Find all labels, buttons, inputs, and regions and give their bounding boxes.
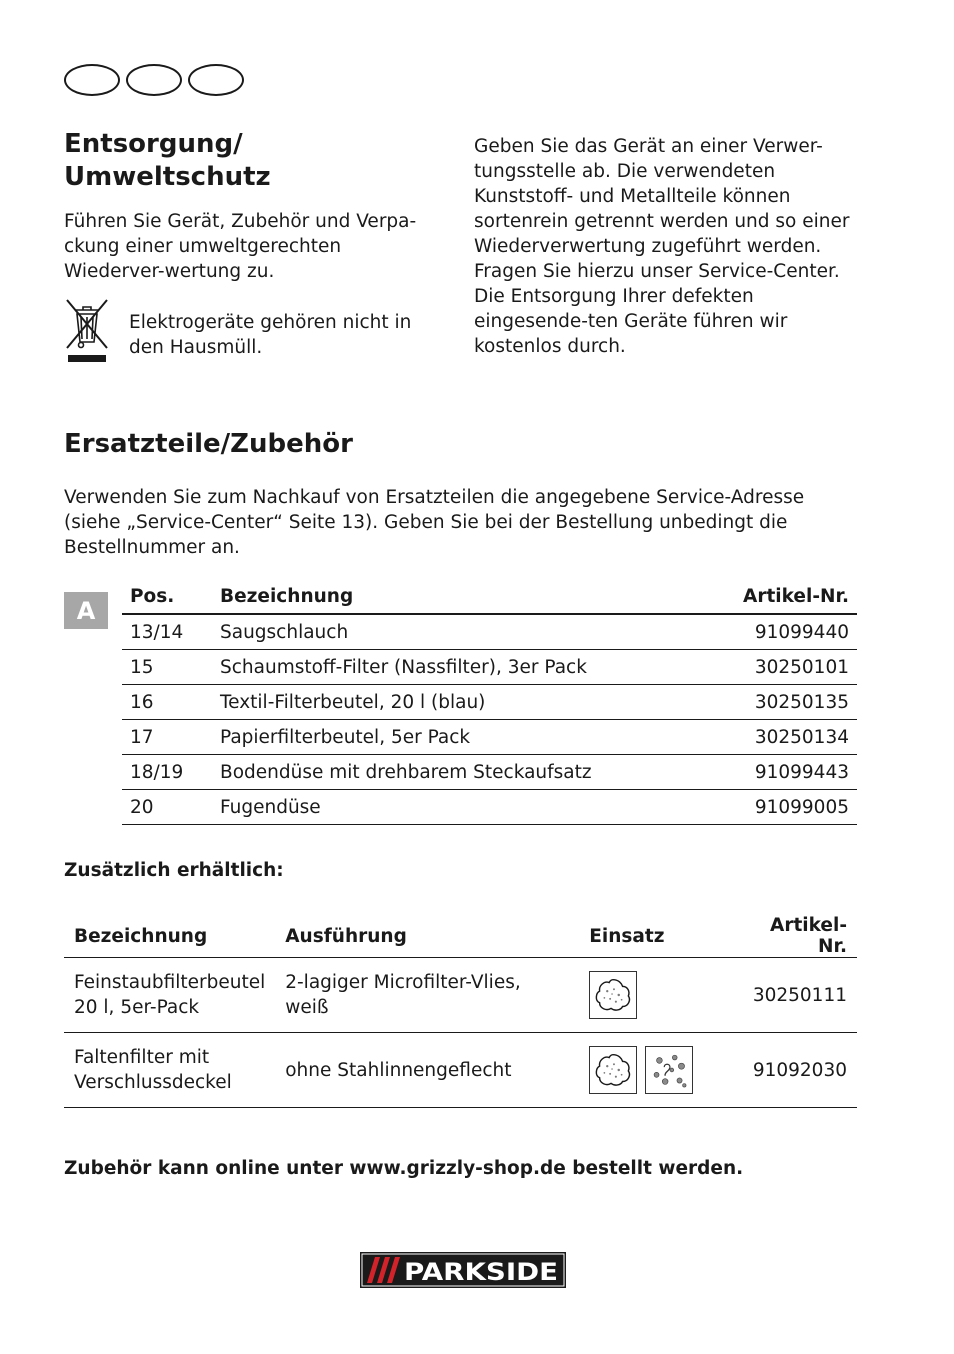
online-shop-note: Zubehör kann online unter www.grizzly-shop.de bestellt werden.: [64, 1158, 744, 1179]
parts-table: [122, 580, 857, 825]
section-title-entsorgung: [64, 128, 444, 194]
cell-bezeichnung: Saugschlauch: [212, 614, 703, 650]
cell-pos: 16: [122, 685, 212, 720]
cell-ausfuehrung: ohne Stahlinnengeflecht: [275, 1033, 579, 1108]
language-oval-2: [126, 64, 182, 96]
language-oval-3: [188, 64, 244, 96]
table-row: [122, 720, 857, 755]
cell-bezeichnung: Textil-Filterbeutel, 20 l (blau): [212, 685, 703, 720]
cell-einsatz: [579, 1033, 739, 1108]
cell-artikel: 30250101: [703, 650, 857, 685]
notice-text: Elektrogeräte gehören nicht in den Hausmüll.: [129, 312, 412, 358]
cell-artikel: 91099443: [703, 755, 857, 790]
cell-bezeichnung: Schaumstoff-Filter (Nassfilter), 3er Pack: [212, 650, 703, 685]
table-row: [64, 1033, 857, 1108]
cell-pos: 18/19: [122, 755, 212, 790]
entsorgung-right-text-2: Die Entsorgung Ihrer defekten eingesende-ten Geräte führen wir kostenlos durch.: [474, 286, 788, 357]
cell-artikel: 30250111: [739, 958, 857, 1033]
header-einsatz: Einsatz: [579, 915, 739, 958]
table-row: [122, 685, 857, 720]
cell-bezeichnung: Papierfilterbeutel, 5er Pack: [212, 720, 703, 755]
cell-artikel: 91092030: [739, 1033, 857, 1108]
entsorgung-right-column: [474, 134, 864, 359]
debris-icon: [645, 1046, 693, 1094]
cell-bezeichnung: [64, 1033, 275, 1108]
crossed-out-wheelie-bin-icon: [64, 298, 110, 364]
item-name: Faltenfilter mit Verschlussdeckel: [74, 1047, 232, 1093]
language-ovals: [64, 64, 244, 96]
cell-bezeichnung: [64, 958, 275, 1033]
dust-cloud-icon: [589, 971, 637, 1019]
language-oval-1: [64, 64, 120, 96]
cell-ausfuehrung: 2-lagiger Microfilter-Vlies, weiß: [275, 958, 579, 1033]
cell-artikel: 91099440: [703, 614, 857, 650]
table-row: [122, 755, 857, 790]
cell-artikel: 30250135: [703, 685, 857, 720]
item-name: Feinstaubfilterbeutel 20 l, 5er-Pack: [74, 972, 266, 1018]
cell-pos: 15: [122, 650, 212, 685]
title-entsorgung-line2: Umweltschutz: [64, 162, 271, 192]
header-artikel: Artikel-Nr.: [703, 580, 857, 614]
figure-marker: A: [64, 592, 108, 629]
cell-einsatz: [579, 958, 739, 1033]
additional-title: Zusätzlich erhältlich:: [64, 860, 284, 881]
cell-bezeichnung: Fugendüse: [212, 790, 703, 825]
additional-table: [64, 915, 857, 1108]
header-artikel: Artikel-Nr.: [739, 915, 857, 958]
title-entsorgung-line1: Entsorgung/: [64, 129, 243, 159]
table-row: [122, 650, 857, 685]
additional-table-header: [64, 915, 857, 958]
ersatzteile-text: Verwenden Sie zum Nachkauf von Ersatzteilen die angegebene Service-Adresse (siehe „Service-Center“ Seite 13). Geben Sie bei der Bestellung unbedingt die Bestellnummer an.: [64, 487, 805, 558]
header-pos: Pos.: [122, 580, 212, 614]
cell-artikel: 91099005: [703, 790, 857, 825]
cell-artikel: 30250134: [703, 720, 857, 755]
header-bezeichnung: Bezeichnung: [212, 580, 703, 614]
section-title-ersatzteile: Ersatzteile/Zubehör: [64, 429, 353, 459]
header-ausfuehrung: Ausführung: [275, 915, 579, 958]
entsorgung-right-text-1: Geben Sie das Gerät an einer Verwer-tungsstelle ab. Die verwendeten Kunststoff- und Metallteile können sortenrein getrennt werden und so einer Wiederverwertung zugeführt werden. Fragen Sie hierzu unser Service-Center.: [474, 136, 850, 282]
cell-pos: 17: [122, 720, 212, 755]
cell-pos: 20: [122, 790, 212, 825]
header-bezeichnung: Bezeichnung: [64, 915, 275, 958]
logo-text: PARKSIDE: [404, 1258, 558, 1286]
parkside-logo: [360, 1252, 566, 1288]
electronics-notice: [64, 298, 444, 364]
table-row: [122, 614, 857, 650]
cell-pos: 13/14: [122, 614, 212, 650]
cell-bezeichnung: Bodendüse mit drehbarem Steckaufsatz: [212, 755, 703, 790]
parts-table-header: [122, 580, 857, 614]
dust-cloud-icon: [589, 1046, 637, 1094]
entsorgung-intro: Führen Sie Gerät, Zubehör und Verpa-ckung einer umweltgerechten Wiederver-wertung zu.: [64, 211, 417, 282]
table-row: [64, 958, 857, 1033]
table-row: [122, 790, 857, 825]
